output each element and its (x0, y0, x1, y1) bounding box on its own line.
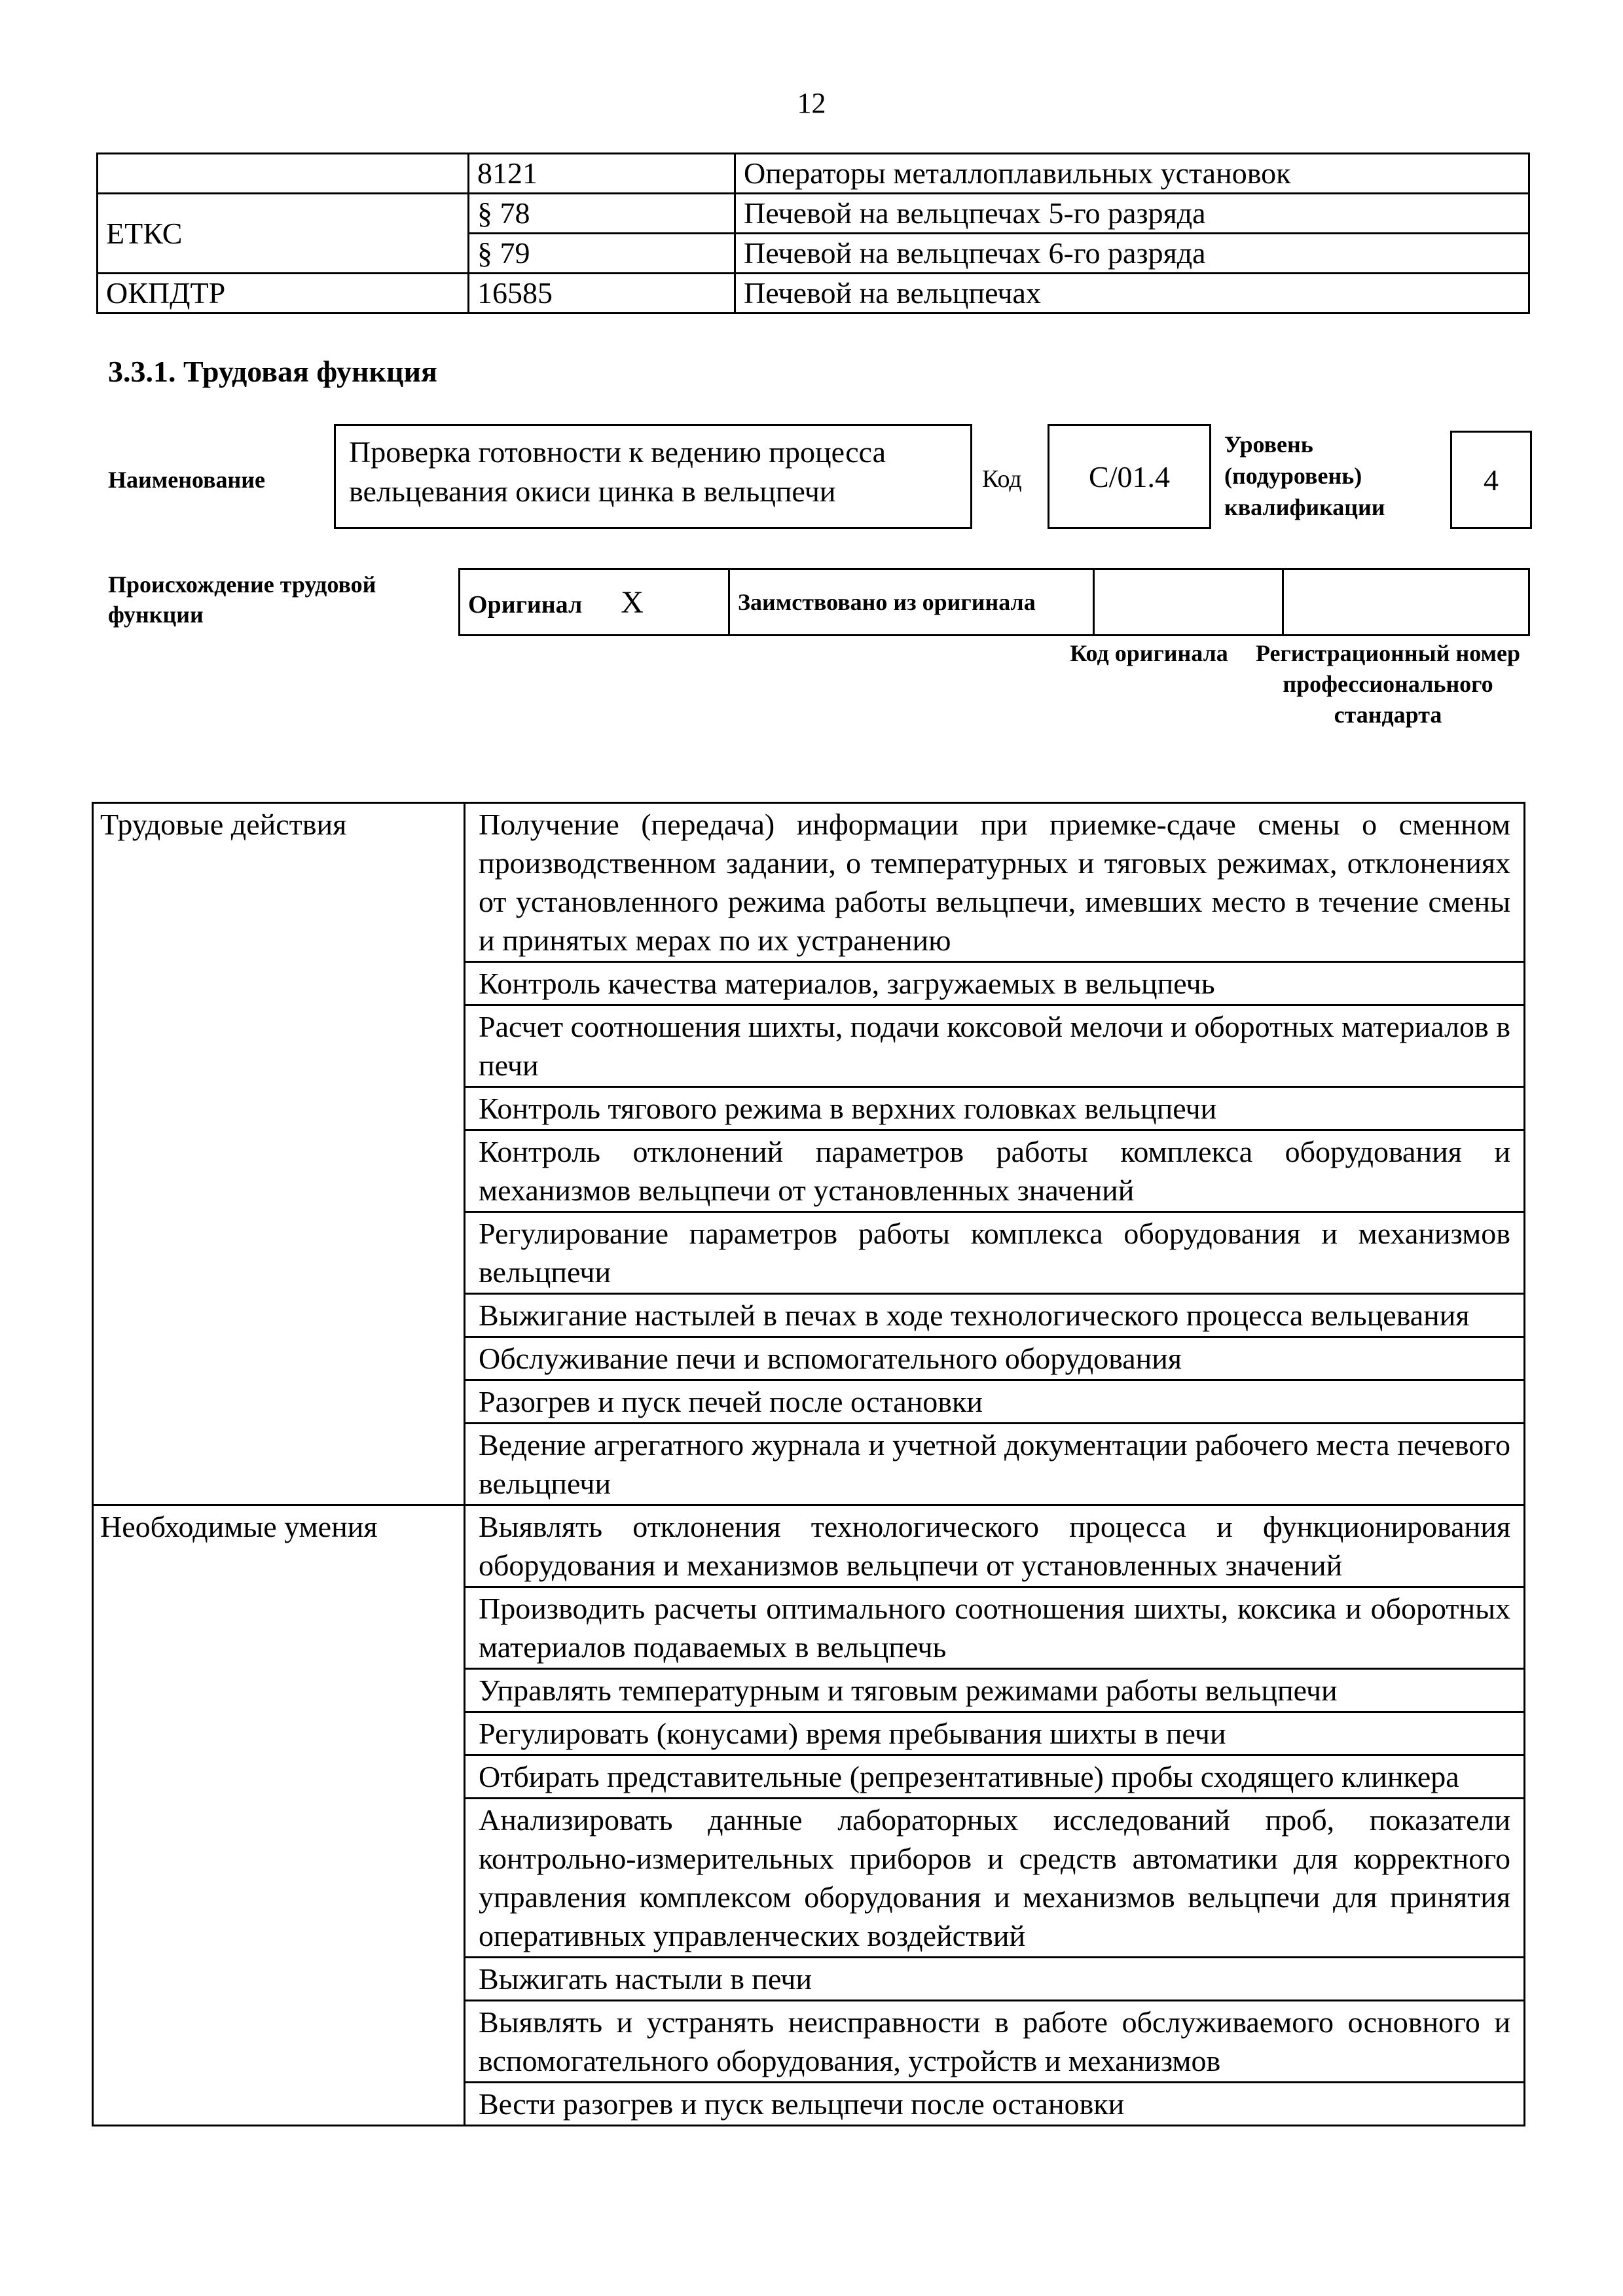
item-cell: Анализировать данные лабораторных исследований проб, показатели контрольно-измерительных приборов и средств автоматики для корректного управления комплексом оборудования и механизмов вельцпечи для принятия оперативных управленческих воздействий (465, 1799, 1525, 1958)
codes-group-cell: ОКПДТР (98, 274, 469, 314)
table-row (93, 1505, 1525, 1587)
function-name-label: Наименование (108, 467, 265, 493)
item-cell: Производить расчеты оптимального соотношения шихты, коксика и оборотных материалов подаваемых в вельцпечь (465, 1587, 1525, 1669)
codes-name-cell: Печевой на вельцпечах 5-го разряда (735, 194, 1529, 234)
codes-code-cell: § 78 (469, 194, 735, 234)
item-cell: Выявлять и устранять неисправности в работе обслуживаемого основного и вспомогательного оборудования, устройств и механизмов (465, 2001, 1525, 2083)
item-cell: Получение (передача) информации при приемке-сдаче смены о сменном производственном задании, о температурных и тяговых режимах, отклонениях от установленного режима работы вельцпечи, имевших место в течение смены и принятых мерах по их устранению (465, 803, 1525, 962)
table-row (93, 803, 1525, 962)
item-cell: Выжигать настыли в печи (465, 1958, 1525, 2001)
origin-row (460, 569, 1529, 636)
item-cell: Контроль качества материалов, загружаемых в вельцпечь (465, 962, 1525, 1005)
codes-table (96, 152, 1530, 314)
qualification-level-box (1450, 431, 1532, 529)
item-cell: Расчет соотношения шихты, подачи коксовой мелочи и оборотных материалов в печи (465, 1005, 1525, 1087)
origin-original-mark: X (621, 584, 644, 620)
origin-borrowed-cell: Заимствовано из оригинала (729, 569, 1094, 636)
item-cell: Управлять температурным и тяговым режимами работы вельцпечи (465, 1669, 1525, 1712)
codes-row (98, 154, 1529, 194)
codes-name-cell: Операторы металлоплавильных установок (735, 154, 1529, 194)
qualification-level-value: 4 (1484, 463, 1499, 497)
item-cell: Разогрев и пуск печей после остановки (465, 1380, 1525, 1424)
category-cell: Необходимые умения (93, 1505, 465, 2126)
function-details-table (92, 802, 1525, 2126)
origin-code-cell (1094, 569, 1283, 636)
caption-original-code: Код оригинала (1070, 640, 1228, 666)
item-cell: Регулировать (конусами) время пребывания шихты в печи (465, 1712, 1525, 1755)
function-details-body (93, 803, 1525, 2126)
origin-original-cell (460, 569, 729, 636)
codes-group-cell (98, 154, 469, 194)
item-cell: Вести разогрев и пуск вельцпечи после остановки (465, 2083, 1525, 2126)
function-code-value: C/01.4 (1089, 459, 1170, 493)
codes-group-cell: ЕТКС (98, 194, 469, 274)
codes-code-cell: § 79 (469, 234, 735, 274)
item-cell: Обслуживание печи и вспомогательного оборудования (465, 1337, 1525, 1380)
codes-row (98, 274, 1529, 314)
category-cell: Трудовые действия (93, 803, 465, 1505)
function-code-label: Код (982, 465, 1022, 493)
origin-original-label: Оригинал (468, 590, 583, 619)
function-name-box: Проверка готовности к ведению процесса вельцевания окиси цинка в вельцпечи (334, 424, 972, 529)
page-number: 12 (797, 87, 826, 119)
origin-reg-number-cell (1283, 569, 1529, 636)
section-heading: 3.3.1. Трудовая функция (108, 355, 437, 388)
codes-name-cell: Печевой на вельцпечах 6-го разряда (735, 234, 1529, 274)
codes-code-cell: 16585 (469, 274, 735, 314)
item-cell: Отбирать представительные (репрезентативные) пробы сходящего клинкера (465, 1755, 1525, 1799)
codes-row (98, 194, 1529, 234)
caption-registration-number: Регистрационный номер профессионального стандарта (1255, 640, 1521, 728)
origin-table (458, 568, 1530, 636)
qualification-level-label-text: Уровень (подуровень) квалификации (1224, 431, 1385, 520)
item-cell: Контроль отклонений параметров работы комплекса оборудования и механизмов вельцпечи от установленных значений (465, 1130, 1525, 1212)
item-cell: Контроль тягового режима в верхних головках вельцпечи (465, 1087, 1525, 1130)
codes-code-cell: 8121 (469, 154, 735, 194)
function-code-box (1048, 424, 1211, 529)
codes-name-cell: Печевой на вельцпечах (735, 274, 1529, 314)
qualification-level-label (1224, 429, 1421, 523)
item-cell: Ведение агрегатного журнала и учетной документации рабочего места печевого вельцпечи (465, 1424, 1525, 1505)
item-cell: Выжигание настылей в печах в ходе технологического процесса вельцевания (465, 1294, 1525, 1337)
origin-label: Происхождение трудовой функции (108, 571, 376, 628)
item-cell: Выявлять отклонения технологического процесса и функционирования оборудования и механизмов вельцпечи от установленных значений (465, 1505, 1525, 1587)
item-cell: Регулирование параметров работы комплекса оборудования и механизмов вельцпечи (465, 1212, 1525, 1294)
